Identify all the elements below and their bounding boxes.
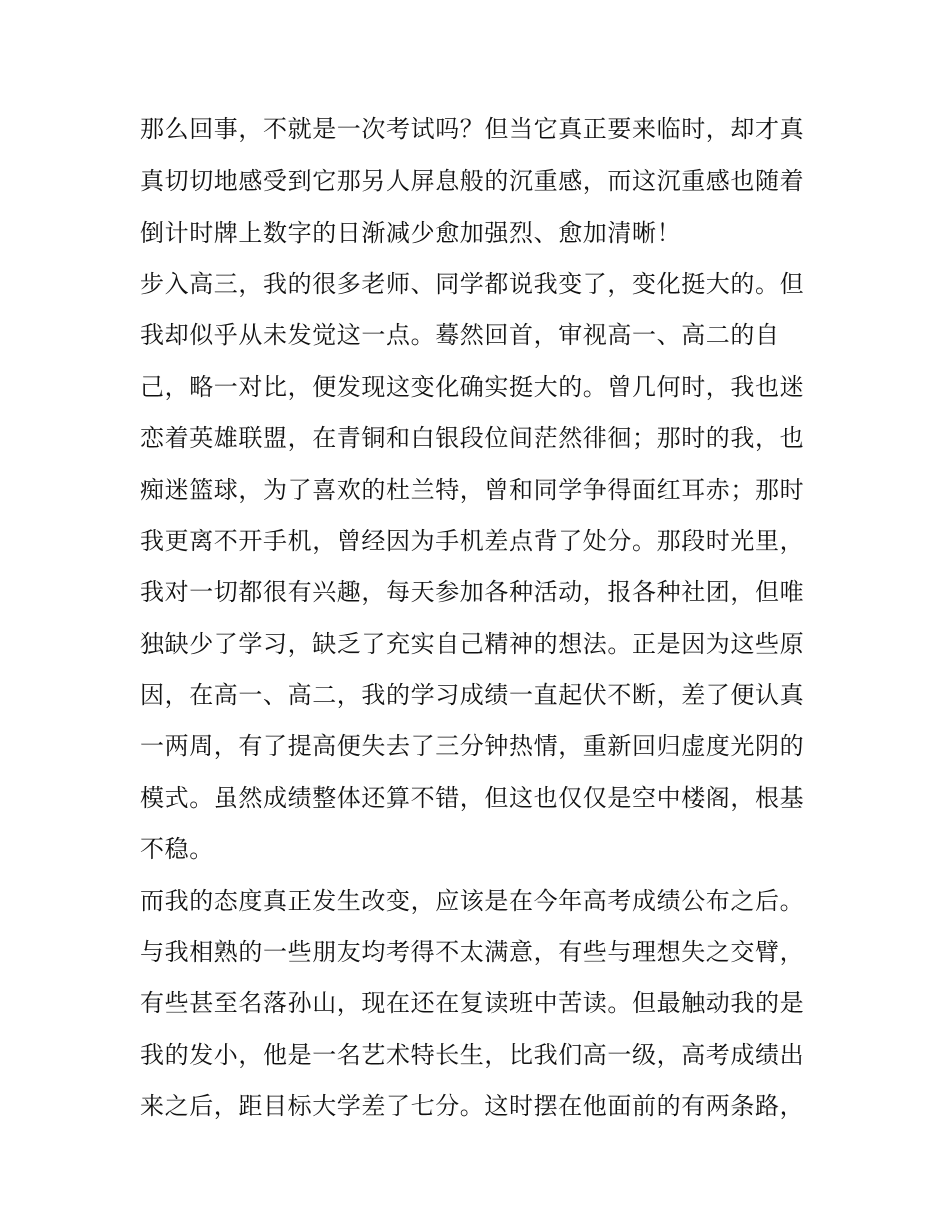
text-line: 一两周，有了提高便失去了三分钟热情，重新回归虚度光阴的 bbox=[140, 732, 805, 760]
text-line: 独缺少了学习，缺乏了充实自己精神的想法。正是因为这些原 bbox=[140, 630, 805, 658]
text-line: 而我的态度真正发生改变，应该是在今年高考成绩公布之后。 bbox=[140, 887, 805, 915]
text-line: 我的发小，他是一名艺术特长生，比我们高一级，高考成绩出 bbox=[140, 1041, 805, 1069]
text-line: 有些甚至名落孙山，现在还在复读班中苦读。但最触动我的是 bbox=[140, 989, 805, 1017]
text-line: 那么回事，不就是一次考试吗？但当它真正要来临时，却才真 bbox=[140, 115, 805, 143]
text-line: 不稳。 bbox=[140, 835, 214, 863]
text-line: 我却似乎从未发觉这一点。蓦然回首，审视高一、高二的自 bbox=[140, 321, 780, 349]
text-line: 因，在高一、高二，我的学习成绩一直起伏不断，差了便认真 bbox=[140, 681, 805, 709]
text-line: 我更离不开手机，曾经因为手机差点背了处分。那段时光里， bbox=[140, 527, 805, 555]
text-line: 我对一切都很有兴趣，每天参加各种活动，报各种社团，但唯 bbox=[140, 578, 805, 606]
text-line: 恋着英雄联盟，在青铜和白银段位间茫然徘徊；那时的我，也 bbox=[140, 424, 805, 452]
text-line: 来之后，距目标大学差了七分。这时摆在他面前的有两条路， bbox=[140, 1092, 805, 1120]
text-line: 真切切地感受到它那另人屏息般的沉重感，而这沉重感也随着 bbox=[140, 167, 805, 195]
text-line: 倒计时牌上数字的日渐减少愈加强烈、愈加清晰！ bbox=[140, 219, 682, 247]
text-line: 步入高三，我的很多老师、同学都说我变了，变化挺大的。但 bbox=[140, 270, 805, 298]
text-line: 模式。虽然成绩整体还算不错，但这也仅仅是空中楼阁，根基 bbox=[140, 784, 805, 812]
text-line: 己，略一对比，便发现这变化确实挺大的。曾几何时，我也迷 bbox=[140, 373, 805, 401]
text-line: 痴迷篮球，为了喜欢的杜兰特，曾和同学争得面红耳赤；那时 bbox=[140, 476, 805, 504]
text-line: 与我相熟的一些朋友均考得不太满意，有些与理想失之交臂， bbox=[140, 938, 805, 966]
